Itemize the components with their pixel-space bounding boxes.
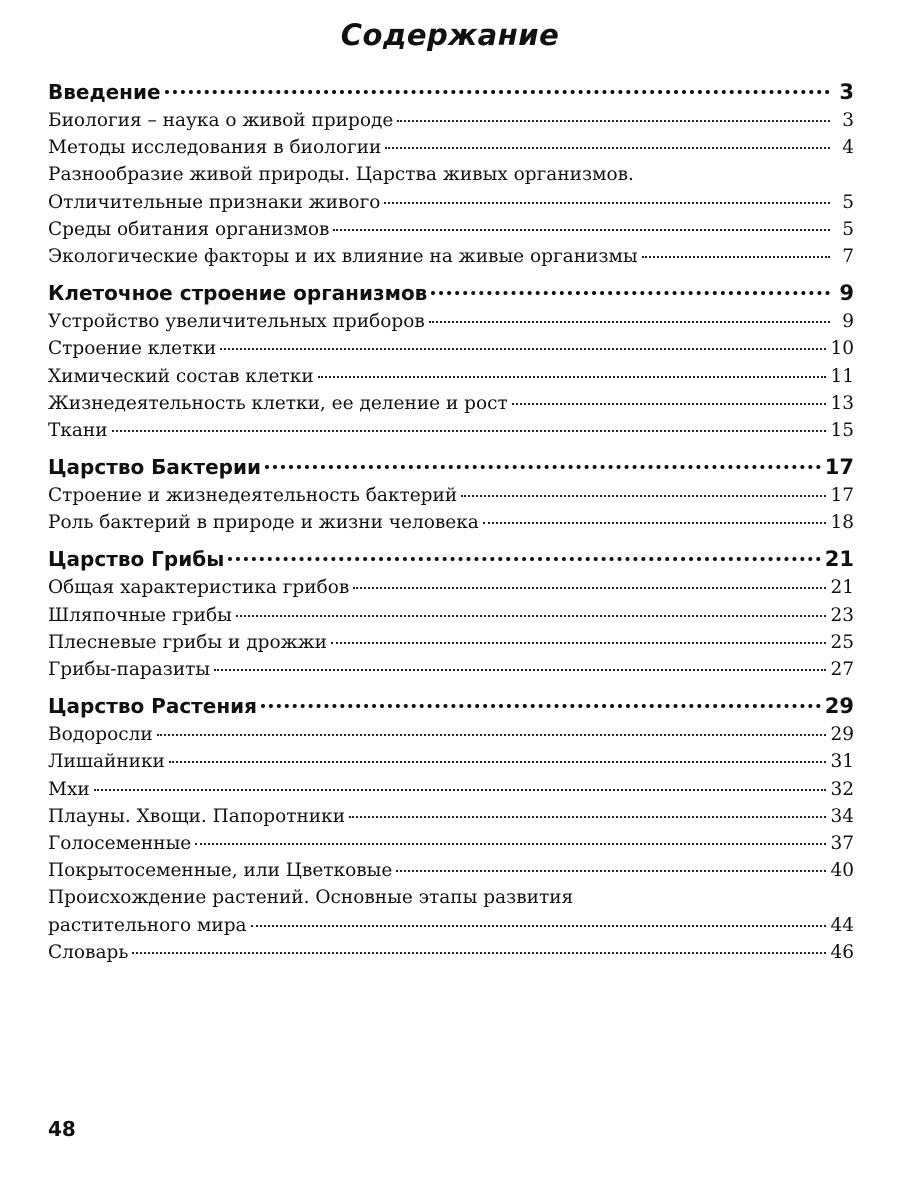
toc-section-row: [48, 547, 854, 577]
toc-page-number: 31: [830, 751, 854, 773]
toc-page-number: 9: [839, 281, 854, 306]
dot-leader: [396, 870, 826, 872]
dot-leader: [483, 522, 827, 524]
toc-entry-row: [48, 724, 854, 751]
dot-leader: [333, 229, 830, 231]
toc-page-number: 10: [830, 338, 854, 360]
dot-leader: [642, 256, 830, 258]
dot-leader: [265, 465, 821, 469]
toc-entry-title: Среды обитания организмов: [48, 218, 330, 240]
dot-leader: [385, 147, 830, 149]
toc-page-number: 7: [842, 245, 854, 267]
toc-entry-title: Покрытосеменные, или Цветковые: [48, 860, 393, 882]
toc-page-number: 21: [824, 547, 854, 572]
page-title: Содержание: [340, 18, 560, 52]
toc-page-number: 15: [830, 419, 854, 441]
toc-section-row: [48, 281, 854, 311]
toc-page-number: 23: [830, 604, 854, 626]
toc-entry-row: [48, 860, 854, 887]
toc-section-title: Клеточное строение организмов: [48, 281, 428, 306]
dot-leader: [165, 90, 830, 94]
toc-entry-row: [48, 915, 854, 942]
toc-entry-title: Мхи: [48, 778, 90, 800]
toc-entry-row: [48, 366, 854, 393]
toc-page-number: 5: [842, 191, 854, 213]
toc-entry-title: Ткани: [48, 419, 108, 441]
toc-entry-row: [48, 311, 854, 338]
toc-entry-row: [48, 779, 854, 806]
dot-leader: [112, 430, 827, 432]
dot-leader: [157, 734, 827, 736]
toc-page-number: 3: [839, 80, 854, 104]
toc-entry-title: Жизнедеятельность клетки, ее деление и рост: [48, 392, 508, 414]
toc-entry-row: [48, 485, 854, 512]
dot-leader: [318, 376, 827, 378]
toc-entry-title: Словарь: [48, 941, 129, 963]
toc-entry-title: Общая характеристика грибов: [48, 577, 350, 599]
toc-page-number: 29: [830, 724, 854, 746]
toc-entry-title: Устройство увеличительных приборов: [48, 311, 425, 333]
toc-entry-title: Строение и жизнедеятельность бактерий: [48, 485, 458, 507]
dot-leader: [512, 403, 827, 405]
dot-leader: [431, 291, 830, 295]
toc-page-number: 37: [830, 832, 854, 854]
toc-entry-row: [48, 164, 854, 191]
toc-entry-row: [48, 246, 854, 273]
toc-entry-row: [48, 137, 854, 164]
toc-page-number: 18: [830, 512, 854, 534]
toc-entry-title: Роль бактерий в природе и жизни человека: [48, 512, 479, 534]
toc-page-number: 29: [824, 694, 854, 719]
toc-page-number: 21: [830, 577, 854, 599]
dot-leader: [214, 669, 826, 671]
dot-leader: [461, 495, 826, 497]
toc-entry-title: Строение клетки: [48, 338, 217, 360]
toc-entry-title: Лишайники: [48, 751, 165, 773]
toc-entry-title: Разнообразие живой природы. Царства живых организмов.: [48, 164, 634, 186]
toc-entry-row: [48, 632, 854, 659]
toc-entry-row: [48, 420, 854, 447]
table-of-contents: [48, 80, 854, 969]
dot-leader: [349, 816, 826, 818]
toc-entry-row: [48, 942, 854, 969]
dot-leader: [220, 348, 826, 350]
toc-page-number: 34: [830, 805, 854, 827]
toc-section-row: [48, 80, 854, 110]
toc-entry-row: [48, 887, 854, 914]
toc-page-number: 11: [830, 365, 854, 387]
toc-entry-title: Плесневые грибы и дрожжи: [48, 631, 327, 653]
toc-entry-row: [48, 192, 854, 219]
toc-page-number: 3: [842, 110, 854, 131]
toc-entry-row: [48, 219, 854, 246]
toc-entry-row: [48, 751, 854, 778]
toc-page-number: 44: [830, 914, 854, 936]
toc-entry-title: Биология – наука о живой природе: [48, 110, 394, 131]
dot-leader: [195, 843, 826, 845]
dot-leader: [384, 202, 830, 204]
toc-section-row: [48, 455, 854, 485]
dot-leader: [132, 952, 826, 954]
dot-leader: [169, 761, 827, 763]
page-number: 48: [48, 1117, 76, 1141]
toc-entry-title: Водоросли: [48, 724, 153, 746]
toc-entry-title: Голосеменные: [48, 832, 192, 854]
toc-entry-row: [48, 577, 854, 604]
dot-leader: [94, 789, 827, 791]
toc-page-number: 27: [830, 659, 854, 680]
dot-leader: [353, 587, 826, 589]
toc-entry-title: Экологические факторы и их влияние на живые организмы: [48, 245, 638, 267]
toc-entry-row: [48, 806, 854, 833]
toc-section-title: Введение: [48, 80, 161, 104]
toc-section-title: Царство Растения: [48, 694, 258, 719]
toc-entry-row: [48, 512, 854, 539]
dot-leader: [429, 321, 830, 323]
toc-page-number: 40: [830, 860, 854, 882]
toc-entry-title: Плауны. Хвощи. Папоротники: [48, 805, 346, 827]
toc-section-title: Царство Бактерии: [48, 455, 261, 480]
dot-leader: [331, 642, 826, 644]
toc-entry-title: Отличительные признаки живого: [48, 191, 381, 213]
dot-leader: [236, 615, 827, 617]
toc-page-number: 17: [824, 455, 854, 480]
dot-leader: [251, 925, 827, 927]
toc-entry-row: [48, 338, 854, 365]
dot-leader: [397, 120, 830, 122]
toc-page-number: 25: [830, 631, 854, 653]
toc-entry-title: Происхождение растений. Основные этапы развития: [48, 887, 574, 909]
toc-section-title: Царство Грибы: [48, 547, 225, 572]
toc-section-row: [48, 694, 854, 724]
toc-entry-title: растительного мира: [48, 914, 247, 936]
toc-entry-row: [48, 833, 854, 860]
dot-leader: [261, 704, 821, 708]
toc-entry-row: [48, 393, 854, 420]
toc-entry-row: [48, 110, 854, 137]
toc-entry-title: Методы исследования в биологии: [48, 137, 382, 159]
toc-page-number: 5: [842, 218, 854, 240]
toc-page-number: 9: [842, 311, 854, 333]
toc-entry-title: Шляпочные грибы: [48, 604, 232, 626]
toc-page-number: 46: [830, 941, 854, 963]
toc-entry-title: Грибы-паразиты: [48, 659, 211, 680]
toc-entry-row: [48, 659, 854, 686]
toc-page-number: 13: [830, 392, 854, 414]
toc-entry-title: Химический состав клетки: [48, 365, 314, 387]
dot-leader: [228, 557, 820, 561]
toc-page-number: 17: [830, 485, 854, 507]
toc-entry-row: [48, 605, 854, 632]
toc-page-number: 32: [830, 778, 854, 800]
toc-page-number: 4: [842, 137, 854, 159]
